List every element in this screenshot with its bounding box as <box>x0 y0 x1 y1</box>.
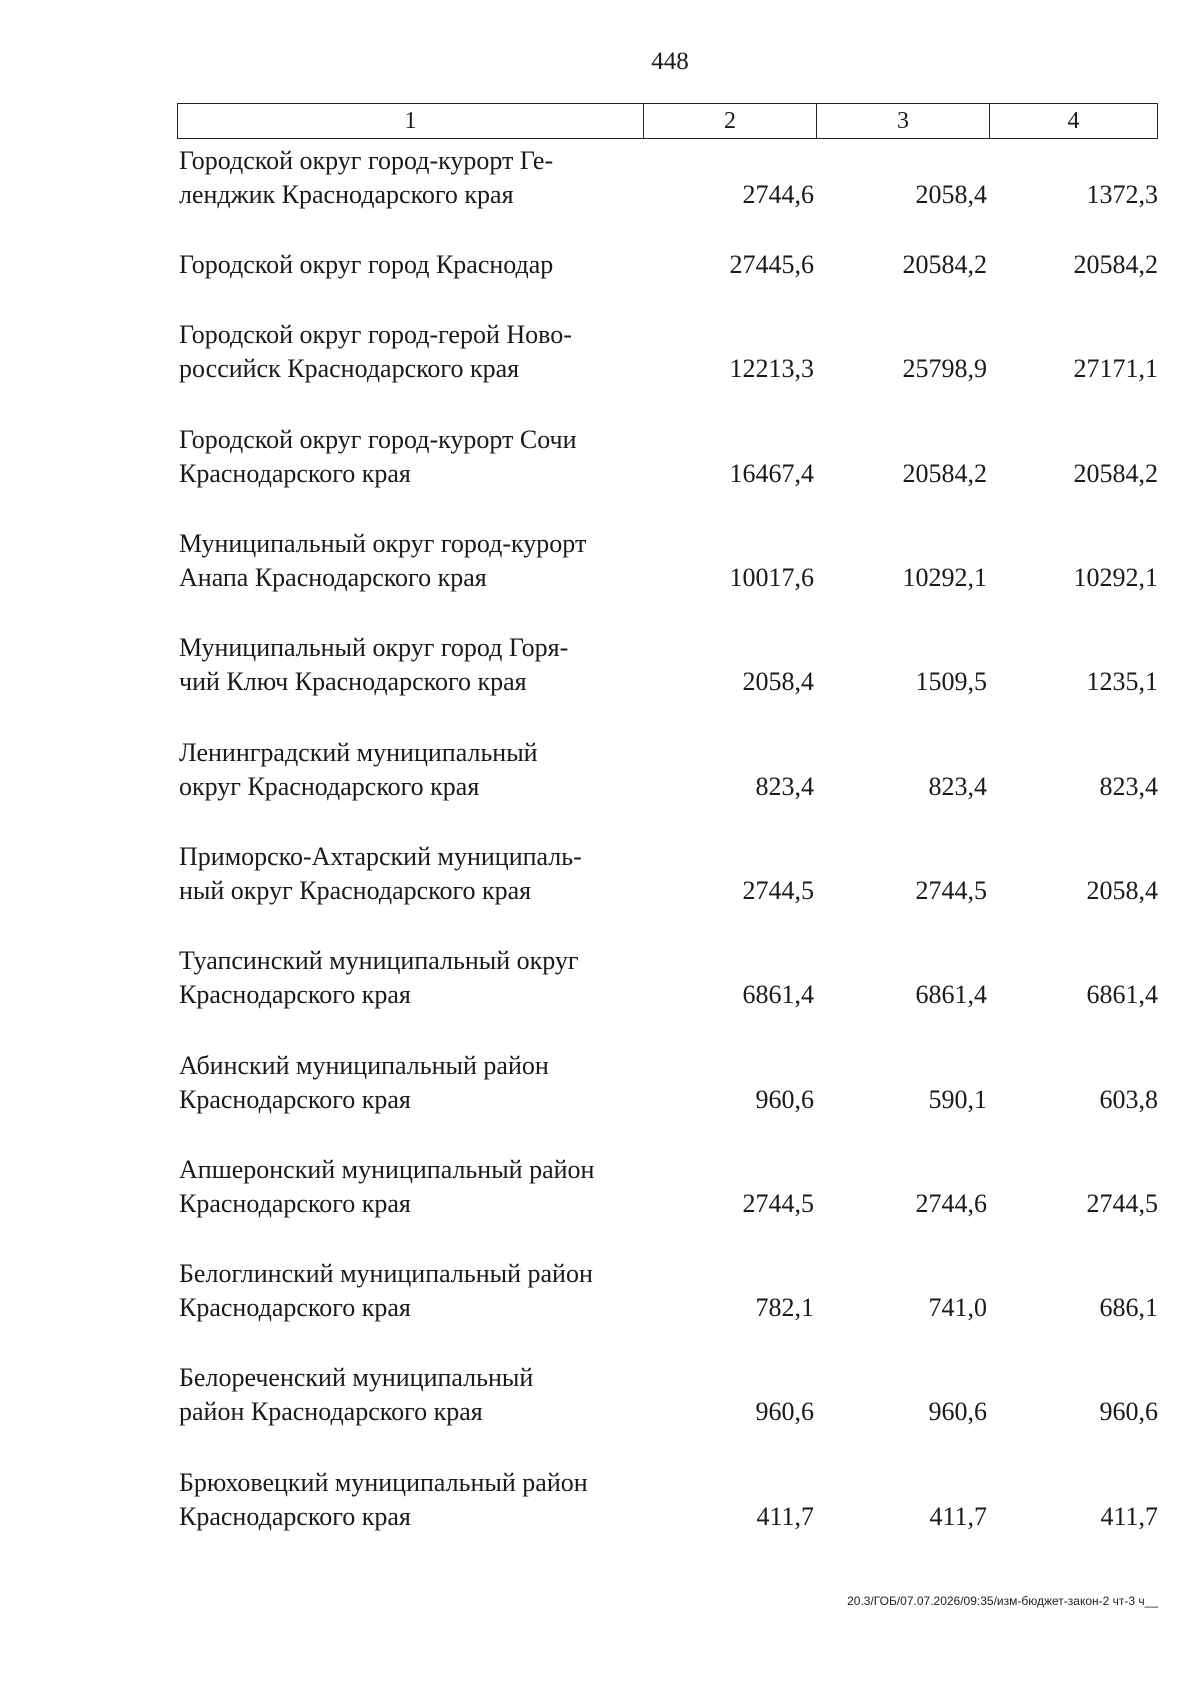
row-name-line-1: Брюховецкий муниципальный район <box>179 1468 588 1497</box>
row-value-col-2: 6861,4 <box>742 980 814 1009</box>
row-value-col-3: 590,1 <box>928 1085 987 1114</box>
row-value-col-4: 823,4 <box>1099 772 1158 801</box>
row-value-col-4: 411,7 <box>1100 1502 1158 1531</box>
row-name <box>179 840 639 908</box>
table-row <box>177 1466 1158 1536</box>
row-value-col-2: 2744,6 <box>742 180 814 209</box>
table-row <box>177 1049 1158 1119</box>
table-row <box>177 527 1158 597</box>
row-name <box>179 944 639 1012</box>
table-row <box>177 1257 1158 1327</box>
row-value-col-4: 960,6 <box>1099 1397 1158 1426</box>
header-col-1: 1 <box>178 104 644 138</box>
row-value-col-2: 2744,5 <box>742 1189 814 1218</box>
header-col-2: 2 <box>644 104 817 138</box>
table-row <box>177 318 1158 388</box>
row-value-col-3: 1509,5 <box>915 667 987 696</box>
row-name-line-2: Городской округ город Краснодар <box>179 250 554 279</box>
row-value-col-2: 27445,6 <box>729 250 814 279</box>
row-name-line-2: округ Краснодарского края <box>179 772 480 801</box>
row-name-line-1: Приморско-Ахтарский муниципаль- <box>179 842 582 871</box>
row-value-col-3: 823,4 <box>928 772 987 801</box>
row-name-line-2: район Краснодарского края <box>179 1397 483 1426</box>
row-name-line-1: Туапсинский муниципальный округ <box>179 946 579 975</box>
row-value-col-2: 10017,6 <box>729 563 814 592</box>
row-value-col-2: 2744,5 <box>742 876 814 905</box>
row-value-col-4: 27171,1 <box>1073 354 1158 383</box>
row-value-col-4: 10292,1 <box>1073 563 1158 592</box>
row-name-line-1: Белоглинский муниципальный район <box>179 1259 593 1288</box>
row-value-col-3: 20584,2 <box>902 250 987 279</box>
row-name-line-2: чий Ключ Краснодарского края <box>179 667 527 696</box>
row-value-col-3: 2744,6 <box>915 1189 987 1218</box>
row-value-col-3: 20584,2 <box>902 459 987 488</box>
row-value-col-3: 10292,1 <box>902 563 987 592</box>
row-name-line-2: ный округ Краснодарского края <box>179 876 532 905</box>
row-value-col-3: 25798,9 <box>902 354 987 383</box>
page-number: 448 <box>651 48 689 75</box>
row-value-col-2: 960,6 <box>755 1085 814 1114</box>
row-name <box>179 527 639 595</box>
row-name-line-2: Краснодарского края <box>179 980 411 1009</box>
row-value-col-4: 1372,3 <box>1086 180 1158 209</box>
row-name <box>179 631 639 699</box>
row-name-line-2: Краснодарского края <box>179 1189 411 1218</box>
row-name-line-2: Краснодарского края <box>179 1502 411 1531</box>
row-value-col-2: 823,4 <box>755 772 814 801</box>
header-col-4: 4 <box>1067 107 1080 134</box>
row-value-col-4: 2058,4 <box>1086 876 1158 905</box>
row-name <box>179 736 639 804</box>
row-value-col-2: 12213,3 <box>729 354 814 383</box>
row-value-col-4: 20584,2 <box>1073 250 1158 279</box>
document-footer-code: 20.3/ГОБ/07.07.2026/09:35/изм-бюджет-закон-2 чт-3 ч__ <box>847 1594 1158 1608</box>
row-value-col-2: 2058,4 <box>742 667 814 696</box>
row-name-line-1: Городской округ город-герой Ново- <box>179 320 572 349</box>
row-name-line-1: Ленинградский муниципальный <box>179 738 538 767</box>
table-header <box>177 103 1158 139</box>
row-value-col-4: 603,8 <box>1099 1085 1158 1114</box>
row-value-col-2: 782,1 <box>755 1293 814 1322</box>
table-row <box>177 423 1158 493</box>
row-value-col-3: 741,0 <box>928 1293 987 1322</box>
row-value-col-2: 411,7 <box>756 1502 814 1531</box>
row-name <box>179 214 639 282</box>
row-name-line-1: Городской округ город-курорт Сочи <box>179 425 577 454</box>
table-row <box>177 1153 1158 1223</box>
row-name <box>179 1466 639 1534</box>
row-value-col-3: 2744,5 <box>915 876 987 905</box>
table-row <box>177 1361 1158 1431</box>
row-value-col-4: 20584,2 <box>1073 459 1158 488</box>
table-row <box>177 631 1158 701</box>
table-row <box>177 214 1158 284</box>
table-row <box>177 944 1158 1014</box>
row-value-col-2: 960,6 <box>755 1397 814 1426</box>
row-name-line-1: Городской округ город-курорт Ге- <box>179 146 554 175</box>
row-name-line-2: Краснодарского края <box>179 459 411 488</box>
row-name-line-2: Краснодарского края <box>179 1085 411 1114</box>
row-value-col-4: 6861,4 <box>1086 980 1158 1009</box>
row-name <box>179 318 639 386</box>
row-name <box>179 144 639 212</box>
row-value-col-4: 2744,5 <box>1086 1189 1158 1218</box>
table-row <box>177 736 1158 806</box>
row-name-line-1: Муниципальный округ город-курорт <box>179 529 587 558</box>
row-name-line-1 <box>179 214 639 248</box>
row-name-line-2: Краснодарского края <box>179 1293 411 1322</box>
row-name-line-2: Анапа Краснодарского края <box>179 563 487 592</box>
row-name-line-2: российск Краснодарского края <box>179 354 520 383</box>
table-row <box>177 144 1158 214</box>
row-value-col-4: 686,1 <box>1099 1293 1158 1322</box>
row-name <box>179 1049 639 1117</box>
header-col-3: 3 <box>817 104 990 138</box>
row-name-line-1: Муниципальный округ город Горя- <box>179 633 569 662</box>
row-name-line-1: Белореченский муниципальный <box>179 1363 534 1392</box>
row-value-col-2: 16467,4 <box>729 459 814 488</box>
row-value-col-4: 1235,1 <box>1086 667 1158 696</box>
table-row <box>177 840 1158 910</box>
row-name <box>179 423 639 491</box>
row-name-line-1: Апшеронский муниципальный район <box>179 1155 595 1184</box>
row-name <box>179 1153 639 1221</box>
row-value-col-3: 6861,4 <box>915 980 987 1009</box>
row-name-line-1: Абинский муниципальный район <box>179 1051 549 1080</box>
row-value-col-3: 411,7 <box>929 1502 987 1531</box>
row-name <box>179 1257 639 1325</box>
row-value-col-3: 960,6 <box>928 1397 987 1426</box>
row-name-line-2: ленджик Краснодарского края <box>179 180 514 209</box>
row-value-col-3: 2058,4 <box>915 180 987 209</box>
row-name <box>179 1361 639 1429</box>
